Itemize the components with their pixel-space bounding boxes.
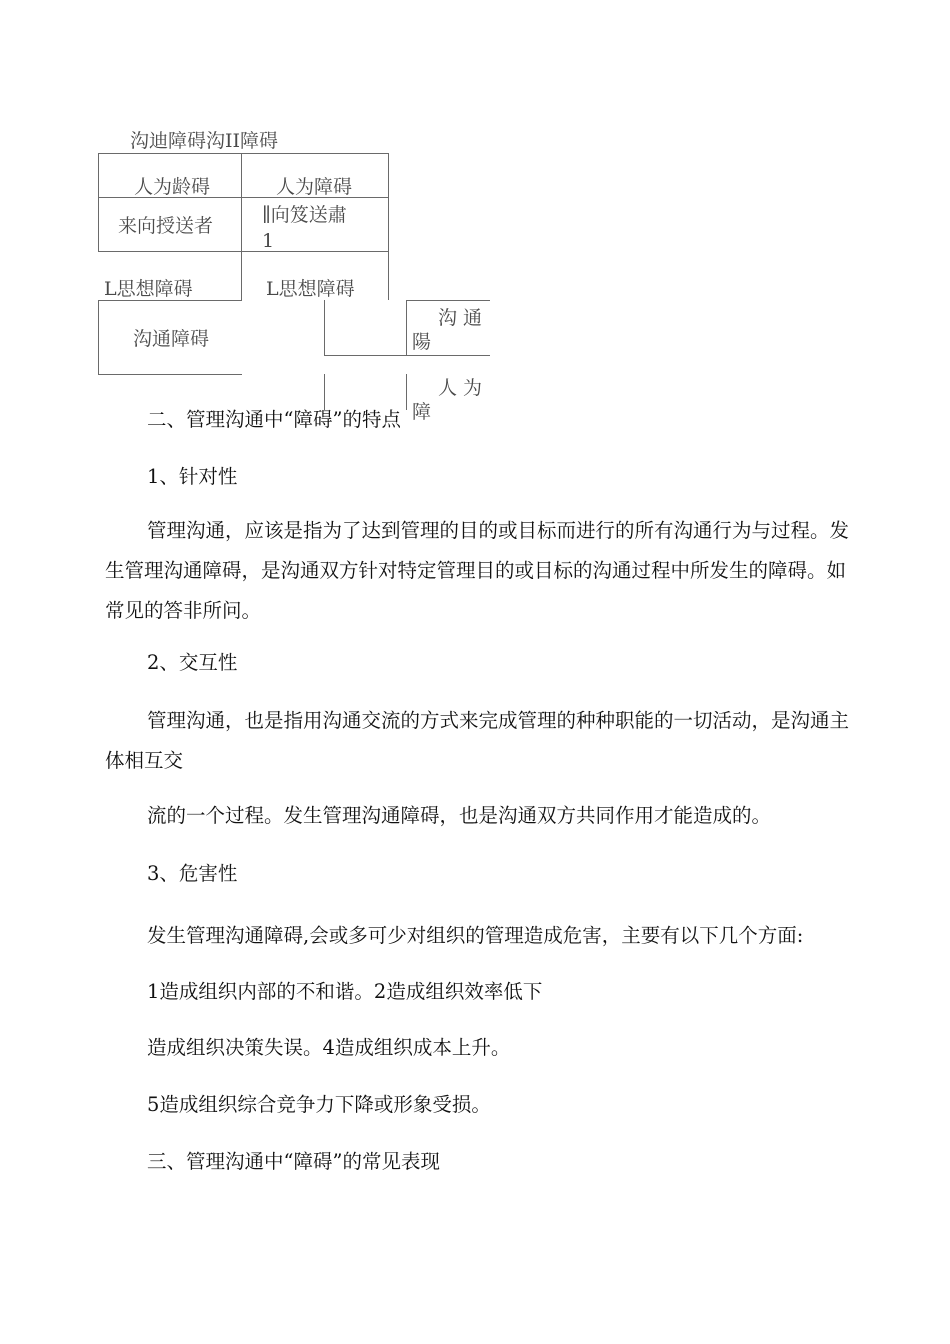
box-comm-label: 沟通障碍 [133,328,210,350]
diagram-top-caption: 沟迪障碍沟II障碍 [130,130,279,152]
side-top-clip [412,306,492,354]
section-2-3-heading: 3、危害性 [147,862,238,885]
label-right-think: L思想障碍 [266,278,355,300]
box-line [98,300,242,301]
side-top-label: 沟通陽 [412,307,489,353]
grid-line [388,153,389,300]
cell-left-mid: 来向授送者 [118,215,214,237]
section-2-1-body-text: 管理沟通，应该是指为了达到管理的目的或目标而进行的所有沟通行为与过程。发生管理沟通障碍，是沟通双方针对特定管理目的或目标的沟通过程中所发生的障碍。如常见的答非所问。 [105,519,850,622]
section-2-2-body-a-text: 管理沟通，也是指用沟通交流的方式来完成管理的种种职能的一切活动，是沟通主体相互交 [105,709,850,772]
grid-line [241,153,242,300]
grid-line [98,153,99,251]
section-2-heading: 二、管理沟通中“障碍”的特点 [147,408,401,431]
grid-line [98,251,389,252]
side-bottom-clip [412,376,492,423]
box-line [324,355,490,356]
cell-right-mid: ∥向笈送肅 [262,204,347,226]
section-2-3-item-b: 造成组织决策失误。4造成组织成本上升。 [147,1036,511,1059]
box-line [406,300,407,355]
box-line [98,374,242,375]
side-bottom-label: 人为障 [412,377,489,423]
cell-right-mid-2: 1 [262,230,275,252]
cell-left-top: 人为龄碍 [134,176,211,198]
section-2-2-heading: 2、交互性 [147,651,238,674]
box-line [406,300,490,301]
grid-line [98,153,389,154]
section-2-3-item-c: 5造成组织综合竞争力下降或形象受损。 [147,1093,491,1116]
section-2-1-heading: 1、针对性 [147,465,238,488]
section-2-3-intro: 发生管理沟通障碍,会或多可少对组织的管理造成危害，主要有以下几个方面: [147,924,804,947]
box-line [98,300,99,374]
box-line [324,300,325,355]
cell-right-top: 人为障碍 [276,176,353,198]
label-left-think: L思想障碍 [104,278,193,300]
section-3-heading: 三、管理沟通中“障碍”的常见表现 [147,1150,440,1173]
section-2-3-item-a: 1造成组织内部的不和谐。2造成组织效率低下 [147,980,543,1003]
section-2-1-body [105,511,865,631]
box-line [406,374,407,410]
section-2-2-body-a [105,701,855,781]
section-2-2-body-b: 流的一个过程。发生管理沟通障碍，也是沟通双方共同作用才能造成的。 [147,804,772,827]
